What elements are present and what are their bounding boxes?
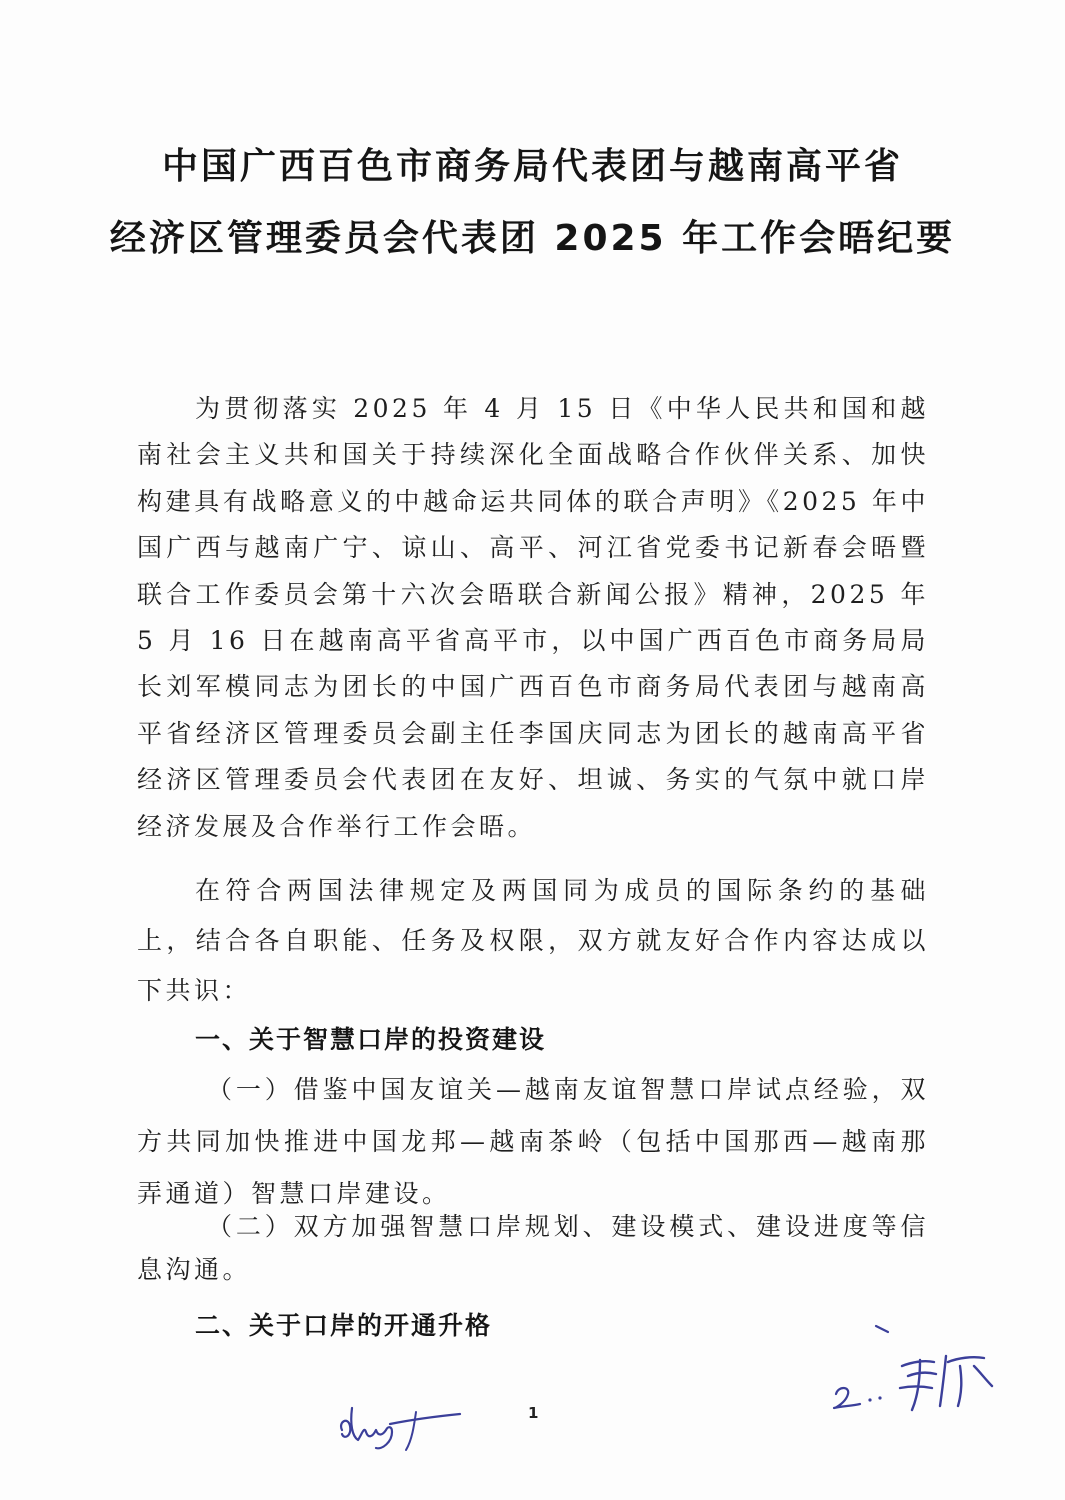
section-1-item-1 bbox=[137, 1064, 929, 1220]
document-title-line-1: 中国广西百色市商务局代表团与越南高平省 bbox=[161, 146, 903, 187]
right-signature bbox=[828, 1322, 1008, 1422]
left-signature bbox=[330, 1390, 480, 1460]
page-number: 1 bbox=[528, 1404, 539, 1422]
section-1-item-2 bbox=[137, 1205, 929, 1291]
intro-paragraph-text: 为贯彻落实 2025 年 4 月 15 日《中华人民共和国和越南社会主义共和国关于持续深化全面战略合作伙伴关系、加快构建具有战略意义的中越命运共同体的联合声明》《2025 年中国广西与越南广宁、谅山、高平、河江省党委书记新春会晤暨联合工作委员会第十六次会晤联合新闻公报》精神，2025 年 5 月 16 日在越南高平省高平市，以中国广西百色市商务局局长刘军模同志为团长的中国广西百色市商务局代表团与越南高平省经济区管理委员会副主任李国庆同志为团长的越南高平省经济区管理委员会代表团在友好、坦诚、务实的气氛中就口岸经济发展及合作举行工作会晤。 bbox=[137, 394, 929, 841]
section-1-item-1-text: （一）借鉴中国友谊关—越南友谊智慧口岸试点经验，双方共同加快推进中国龙邦—越南茶岭（包括中国那西—越南那弄通道）智慧口岸建设。 bbox=[137, 1075, 929, 1208]
section-1-item-2-text: （二）双方加强智慧口岸规划、建设模式、建设进度等信息沟通。 bbox=[137, 1212, 929, 1284]
section-heading-2: 二、关于口岸的开通升格 bbox=[195, 1311, 493, 1340]
consensus-paragraph-text: 在符合两国法律规定及两国同为成员的国际条约的基础上，结合各自职能、任务及权限，双方就友好合作内容达成以下共识： bbox=[137, 876, 929, 1005]
document-title-line-2: 经济区管理委员会代表团 2025 年工作会晤纪要 bbox=[109, 218, 956, 259]
consensus-paragraph bbox=[137, 866, 929, 1016]
section-heading-1: 一、关于智慧口岸的投资建设 bbox=[195, 1025, 547, 1054]
intro-paragraph bbox=[137, 386, 929, 850]
